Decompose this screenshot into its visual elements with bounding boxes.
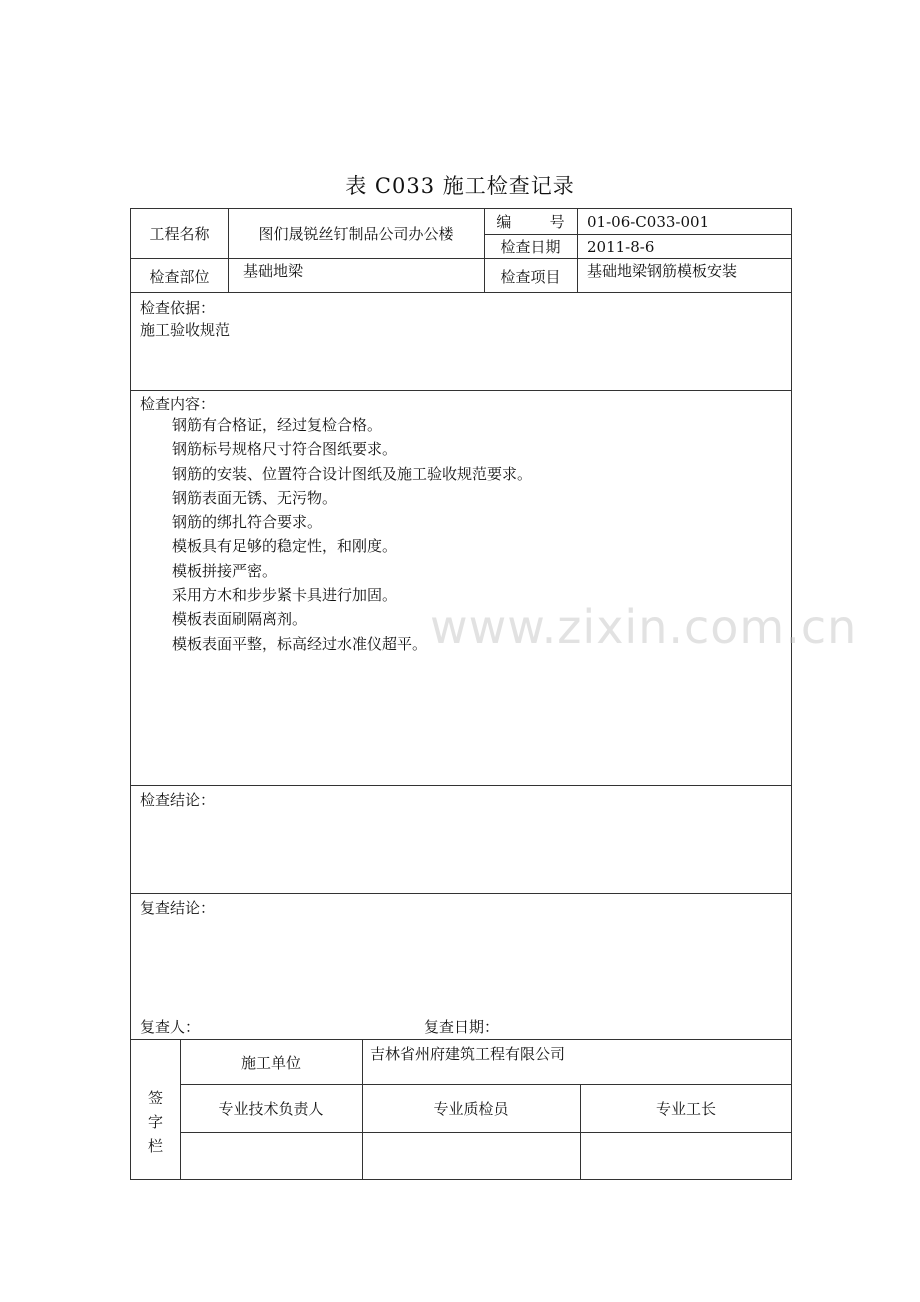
content-line: 钢筋有合格证，经过复检合格。 (172, 416, 383, 434)
date-value: 2011-8-6 (587, 238, 655, 256)
location-label: 检查部位 (149, 268, 210, 286)
construction-unit-label: 施工单位 (240, 1054, 301, 1072)
basis-text: 施工验收规范 (140, 321, 231, 339)
tech-lead-signature[interactable] (181, 1133, 361, 1180)
content-line: 模板表面刷隔离剂。 (172, 610, 308, 629)
recheck-section (130, 893, 792, 1040)
number-value: 01-06-C033-001 (587, 213, 710, 231)
conclusion-label: 检查结论： (140, 791, 216, 809)
content-section (130, 390, 792, 786)
content-line: 采用方木和步步紧卡具进行加固。 (172, 586, 398, 605)
content-line: 模板拼接严密。 (172, 561, 278, 580)
recheck-date-label: 复查日期： (424, 1018, 500, 1036)
content-line: 模板具有足够的稳定性，和刚度。 (172, 537, 398, 556)
basis-section (130, 292, 792, 391)
reviewer-label: 复查人： (140, 1018, 201, 1036)
project-name-label: 工程名称 (149, 225, 210, 243)
basis-label: 检查依据： (140, 299, 216, 317)
item-label: 检查项目 (500, 268, 561, 286)
signature-section (130, 1039, 792, 1180)
item-value: 基础地梁钢筋模板安装 (587, 262, 738, 280)
signature-char: 签 (147, 1089, 163, 1107)
date-label: 检查日期 (500, 238, 561, 256)
header-table (130, 208, 792, 293)
content-line: 钢筋表面无锈、无污物。 (172, 488, 338, 507)
foreman-signature[interactable] (581, 1133, 791, 1180)
content-label: 检查内容： (140, 395, 216, 413)
tech-lead-header: 专业技术负责人 (218, 1100, 324, 1118)
signature-char: 栏 (147, 1137, 163, 1155)
foreman-header: 专业工长 (655, 1100, 716, 1118)
project-name-value: 图们晟锐丝钉制品公司办公楼 (258, 225, 454, 243)
content-line: 钢筋标号规格尺寸符合图纸要求。 (172, 440, 398, 459)
content-line: 模板表面平整，标高经过水准仪超平。 (172, 634, 428, 653)
content-line: 钢筋的安装、位置符合设计图纸及施工验收规范要求。 (172, 464, 533, 483)
conclusion-section (130, 785, 792, 894)
construction-unit-value: 吉林省州府建筑工程有限公司 (370, 1045, 566, 1063)
form-title: 表 C033 施工检查记录 (345, 174, 575, 198)
content-line: 钢筋的绑扎符合要求。 (172, 513, 323, 532)
signature-char: 字 (147, 1113, 163, 1131)
qc-inspector-signature[interactable] (363, 1133, 579, 1180)
qc-inspector-header: 专业质检员 (433, 1100, 509, 1118)
location-value: 基础地梁 (243, 262, 304, 280)
number-label: 编 号 (496, 213, 565, 231)
recheck-label: 复查结论： (140, 899, 216, 917)
watermark: www.zixin.com.cn (430, 600, 858, 654)
signature-column-label (131, 1086, 180, 1158)
